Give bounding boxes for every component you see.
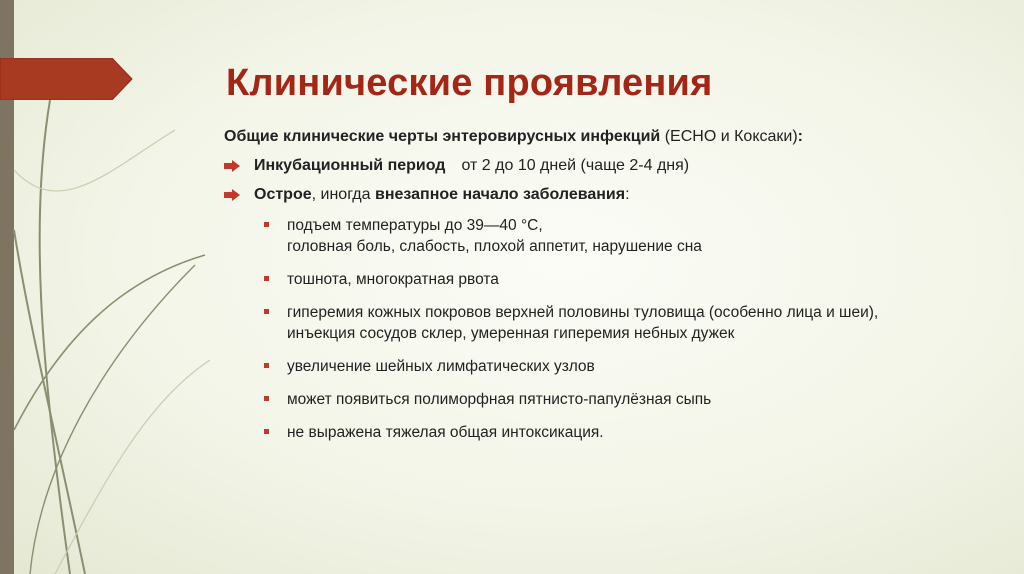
sub-list-line: головная боль, слабость, плохой аппетит, нарушение сна (287, 238, 702, 255)
square-bullet-icon (264, 429, 269, 434)
incubation-label: Инкубационный период (254, 157, 446, 174)
sub-list-line: увеличение шейных лимфатических узлов (287, 358, 595, 375)
sub-list-item (224, 422, 1004, 443)
sub-list-line: не выражена тяжелая общая интоксикация. (287, 424, 604, 441)
square-bullet-icon (264, 396, 269, 401)
intro-paragraph (224, 127, 1004, 147)
square-bullet-icon (264, 222, 269, 227)
sub-list-line: может появиться полиморфная пятнисто-папулёзная сыпь (287, 391, 712, 408)
list-item (224, 156, 1004, 176)
square-bullet-icon (264, 363, 269, 368)
square-bullet-icon (264, 309, 269, 314)
onset-bold-2: внезапное начало заболевания (374, 186, 626, 203)
sub-list-item (224, 269, 1004, 290)
sub-list-line: подъем температуры до 39—40 °С, (287, 217, 543, 234)
onset-bold-1: Острое (254, 186, 312, 203)
intro-bold-text: Общие клинические черты энтеровирусных инфекций (224, 128, 661, 145)
slide-title: Клинические проявления (226, 62, 713, 104)
sub-list-line: инъекция сосудов склер, умеренная гиперемия небных дужек (287, 325, 735, 342)
intro-colon: : (797, 128, 803, 145)
sub-list-item (224, 356, 1004, 377)
intro-normal-text: (ECHO и Коксаки) (660, 128, 798, 145)
arrow-bullet-icon (224, 160, 240, 172)
slide-content (224, 127, 1004, 455)
list-item (224, 185, 1004, 205)
square-bullet-icon (264, 276, 269, 281)
incubation-value: от 2 до 10 дней (чаще 2-4 дня) (461, 157, 690, 174)
sub-list-line: гиперемия кожных покровов верхней половины туловища (особенно лица и шеи), (287, 304, 879, 321)
sub-list-line: тошнота, многократная рвота (287, 271, 499, 288)
onset-normal-2: : (625, 186, 630, 203)
sub-list-item (224, 302, 1004, 344)
sub-list-item (224, 215, 1004, 257)
symptom-sublist (224, 215, 1004, 443)
arrow-bullet-icon (224, 189, 240, 201)
title-arrow-shape (0, 58, 134, 100)
onset-normal-1: , иногда (311, 186, 375, 203)
sub-list-item (224, 389, 1004, 410)
